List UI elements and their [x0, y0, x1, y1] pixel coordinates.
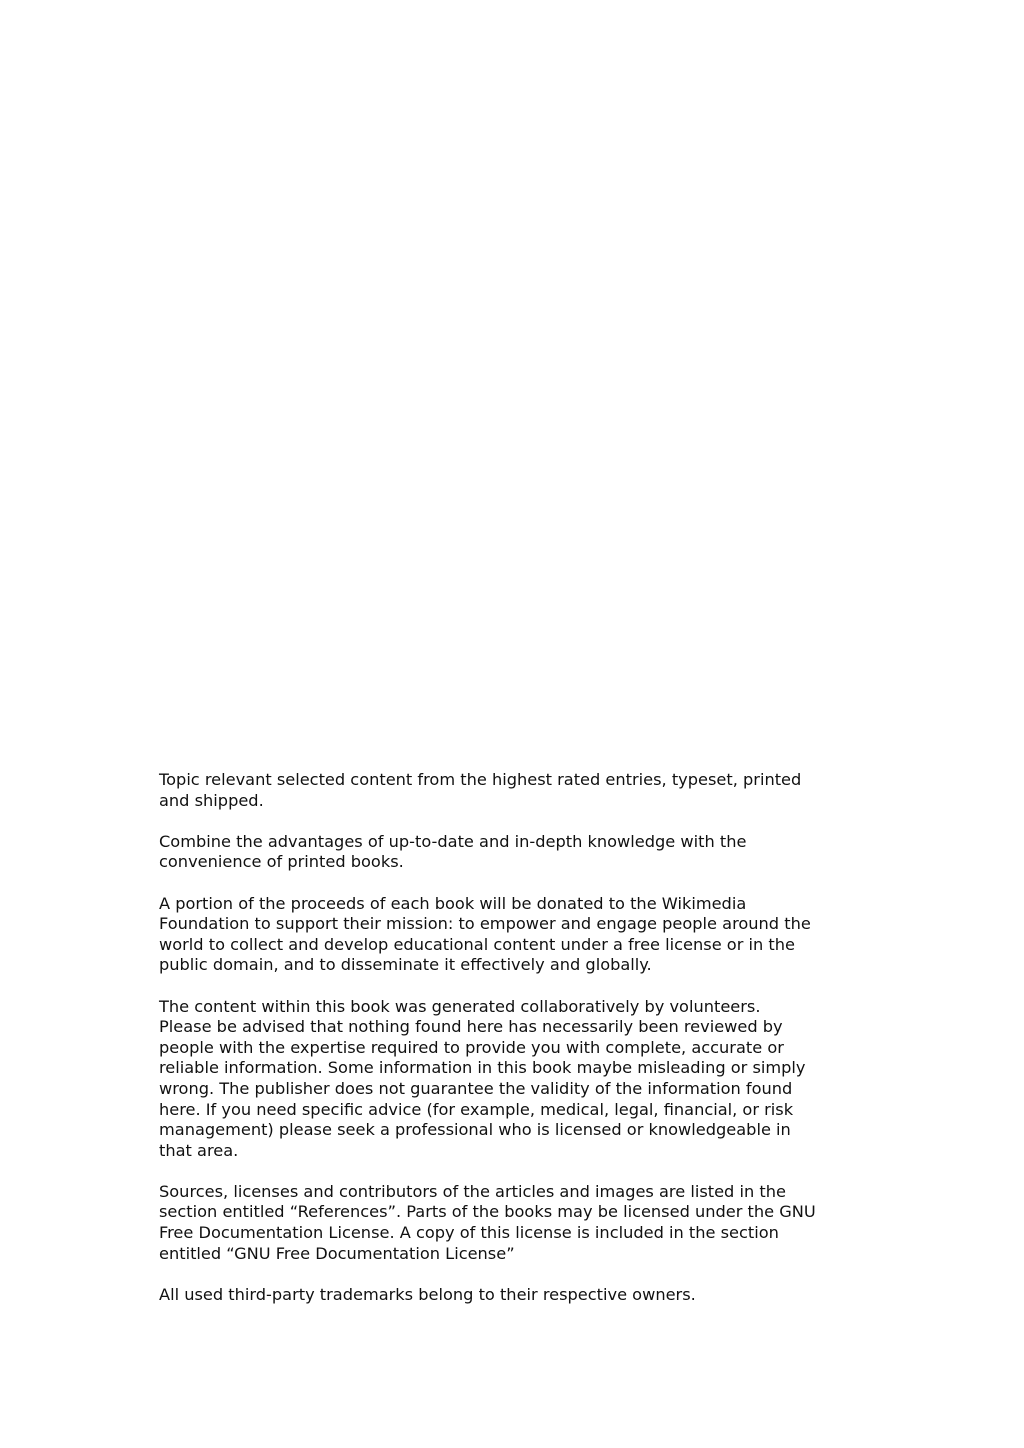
- paragraph-content-selection: Topic relevant selected content from the highest rated entries, typeset, printed and shipped.: [159, 770, 802, 810]
- paragraph-volunteer-disclaimer: The content within this book was generated collaboratively by volunteers. Please be advised that nothing found here has necessarily been reviewed by people with the expertise required to provide you with complete, accurate or reliable information. Some information in this book maybe misleading or simply wrong. The publisher does not guarantee the validity of the information found here. If you need specific advice (for example, medical, legal, financial, or risk management) please seek a professional who is licensed or knowledgeable in that area.: [159, 996, 806, 1160]
- disclaimer-text-block: [159, 770, 871, 1305]
- paragraph-trademarks: All used third-party trademarks belong to their respective owners.: [159, 1284, 696, 1304]
- paragraph-advantages: Combine the advantages of up-to-date and in-depth knowledge with the convenience of printed books.: [159, 831, 747, 872]
- paragraph-wikimedia-donation: A portion of the proceeds of each book will be donated to the Wikimedia Foundation to support their mission: to empower and engage people around the world to collect and develop educational content under a free license or in the public domain, and to disseminate it effectively and globally.: [159, 893, 811, 975]
- paragraph-sources-licenses: Sources, licenses and contributors of the articles and images are listed in the section entitled “References”. Parts of the books may be licensed under the GNU Free Documentation License. A copy of this license is included in the section entitled “GNU Free Documentation License”: [159, 1181, 816, 1263]
